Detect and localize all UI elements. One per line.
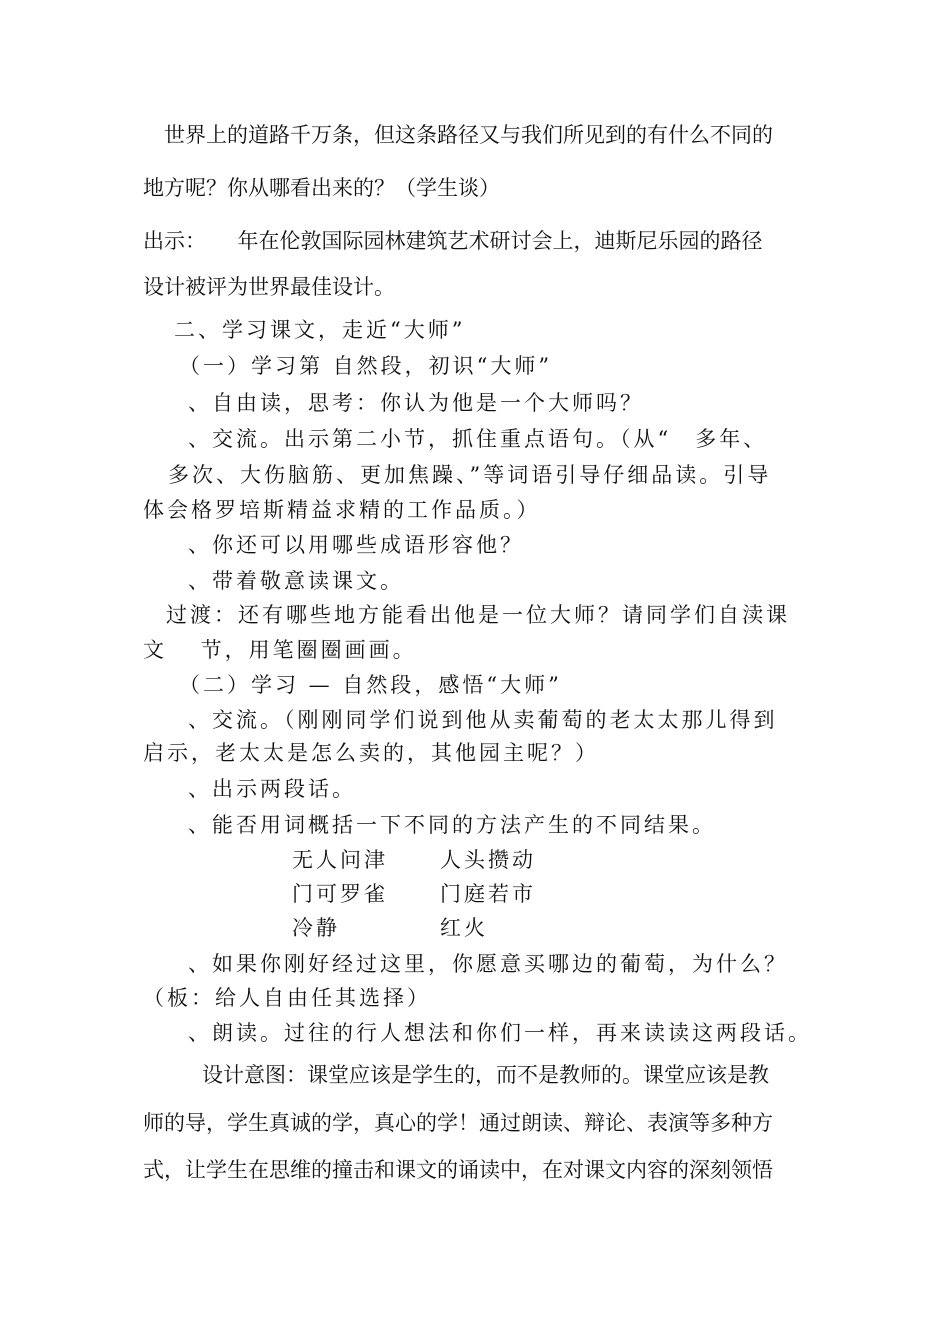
text-line: 设计意图：课堂应该是学生的，而不是教师的。课堂应该是教 [202,1063,769,1087]
subsection-heading: （二）学习 — 自然段，感悟“大师” [179,673,562,697]
text-line: 、能否用词概括一下不同的方法产生的不同结果。 [188,813,716,837]
text-line: 世界上的道路千万条，但这条路径又与我们所见到的有什么不同的 [164,123,773,147]
text-line: 、带着敬意读课文。 [188,569,404,593]
table-cell-right: 红火 [440,916,488,940]
text-line: 启示，老太太是怎么卖的，其他园主呢？） [143,741,599,765]
text-line: 师的导，学生真诚的学，真心的学！通过朗读、辩论、表演等多种方 [143,1111,773,1135]
text-line: 体会格罗培斯精益求精的工作品质。） [143,498,541,522]
text-line: 、自由读，思考：你认为他是一个大师吗？ [188,391,644,415]
text-line: 过渡：还有哪些地方能看出他是一位大师？请同学们自渎课 [166,603,790,627]
table-cell-left: 冷静 [292,916,340,940]
text-line: 、出示两段话。 [188,777,356,801]
table-cell-right: 人头攒动 [440,848,536,872]
table-cell-left: 无人问津 [292,848,388,872]
text-line: 、如果你刚好经过这里，你愿意买哪边的葡萄，为什么？ [188,952,788,976]
text-line: 式，让学生在思维的撞击和课文的诵读中，在对课文内容的深刻领悟 [143,1158,773,1182]
text-line: 文 节，用笔圈圈画画。 [143,638,417,662]
subsection-heading: （一）学习第 自然段，初识“大师” [179,354,553,378]
text-line: 设计被评为世界最佳设计。 [143,275,395,299]
text-line: 多次、大伤脑筋、更加焦躁、”等词语引导仔细品读。引导 [168,463,772,487]
text-line: 地方呢？你从哪看出来的？（学生谈） [143,176,500,200]
text-line: 、你还可以用哪些成语形容他？ [188,533,524,557]
text-line: 、交流。出示第二小节，抓住重点语句。（从“ 多年、 [188,427,768,451]
section-heading: 二、学习课文，走近“大师” [174,318,466,342]
table-cell-left: 门可罗雀 [292,882,388,906]
text-line: 、朗读。过往的行人想法和你们一样，再来读读这两段话。 [188,1021,812,1045]
text-line: 出示： 年在伦敦国际园林建筑艺术研讨会上，迪斯尼乐园的路径 [143,229,763,253]
table-cell-right: 门庭若市 [440,882,536,906]
text-line: 、交流。（刚刚同学们说到他从卖葡萄的老太太那儿得到 [188,708,778,732]
text-line: （板：给人自由任其选择） [143,986,431,1010]
